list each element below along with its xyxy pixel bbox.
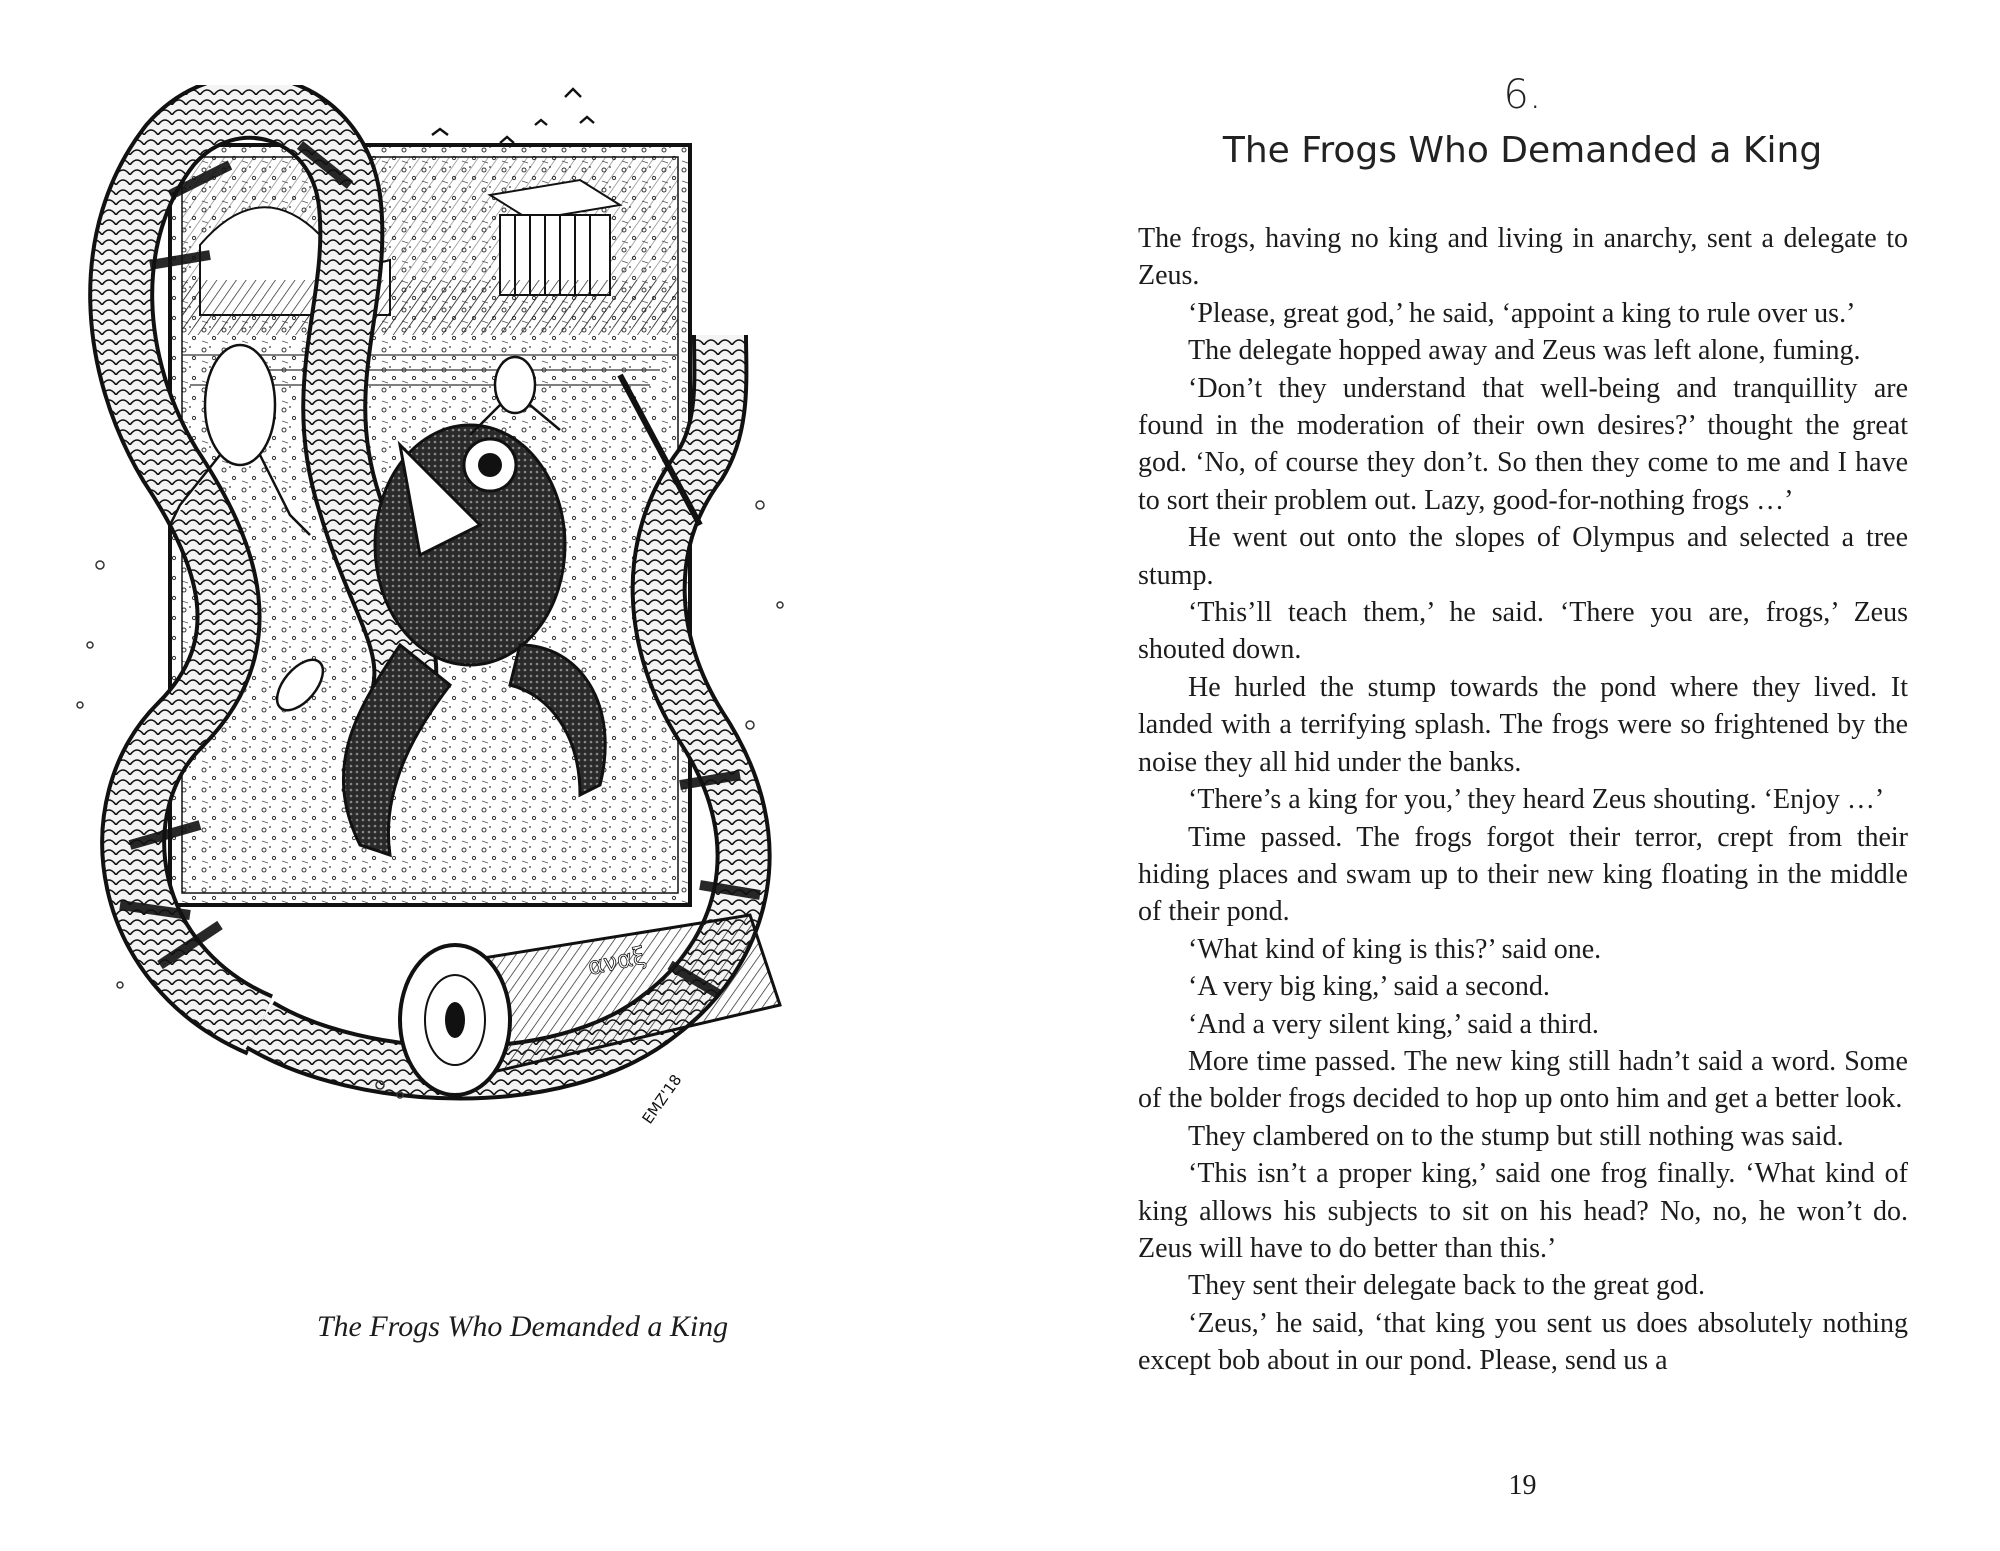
paragraph: ‘And a very silent king,’ said a third. bbox=[1188, 1008, 1599, 1040]
paragraph: ‘This’ll teach them,’ he said. ‘There you are, frogs,’ Zeus shouted down. bbox=[1138, 597, 1908, 666]
right-page bbox=[1045, 0, 2000, 1551]
paragraph: He hurled the stump towards the pond where they lived. It landed with a terrifying splash. The frogs were so frightened by the noise they all hid under the banks. bbox=[1138, 671, 1908, 778]
paragraph: ‘A very big king,’ said a second. bbox=[1188, 971, 1550, 1003]
log-inscription: αναξ bbox=[585, 941, 649, 981]
paragraph: They clambered on to the stump but still nothing was said. bbox=[1188, 1120, 1844, 1152]
paragraph: The delegate hopped away and Zeus was left alone, fuming. bbox=[1188, 335, 1861, 367]
paragraph: ‘Don’t they understand that well-being and tranquillity are found in the moderation of their own desires?’ thought the great god. ‘No, of course they don’t. So then they come to me and I have to sort their problem out. Lazy, good-for-nothing frogs …’ bbox=[1138, 372, 1908, 516]
chapter-number: 6. bbox=[1503, 72, 1542, 118]
paragraph: ‘There’s a king for you,’ they heard Zeus shouting. ‘Enjoy …’ bbox=[1188, 784, 1885, 816]
paragraph: Time passed. The frogs forgot their terror, crept from their hiding places and swam up to their new king floating in the middle of their pond. bbox=[1138, 821, 1908, 928]
paragraph: ‘Zeus,’ he said, ‘that king you sent us does absolutely nothing except bob about in our pond. Please, send us a bbox=[1138, 1307, 1908, 1377]
chapter-body bbox=[1138, 220, 1908, 1380]
paragraph: ‘Please, great god,’ he said, ‘appoint a king to rule over us.’ bbox=[1188, 297, 1856, 329]
frogs-and-snake-illustration bbox=[60, 85, 990, 1285]
illustration-caption: The Frogs Who Demanded a King bbox=[316, 1310, 729, 1343]
paragraph: ‘This isn’t a proper king,’ said one frog finally. ‘What kind of king allows his subjects to sit on his head? No, no, he won’t do. Zeus will have to do better than this.’ bbox=[1138, 1158, 1908, 1264]
chapter-title: The Frogs Who Demanded a King bbox=[1222, 130, 1823, 171]
paragraph: The frogs, having no king and living in anarchy, sent a delegate to Zeus. bbox=[1138, 223, 1908, 292]
page-number: 19 bbox=[1508, 1470, 1537, 1501]
artist-signature: EMZ'18 bbox=[638, 1071, 686, 1128]
paragraph: He went out onto the slopes of Olympus and selected a tree stump. bbox=[1138, 522, 1908, 591]
paragraph: They sent their delegate back to the great god. bbox=[1188, 1270, 1706, 1302]
paragraph: More time passed. The new king still hadn’t said a word. Some of the bolder frogs decided to hop up onto him and get a better look. bbox=[1138, 1045, 1908, 1115]
paragraph: ‘What kind of king is this?’ said one. bbox=[1188, 933, 1602, 965]
